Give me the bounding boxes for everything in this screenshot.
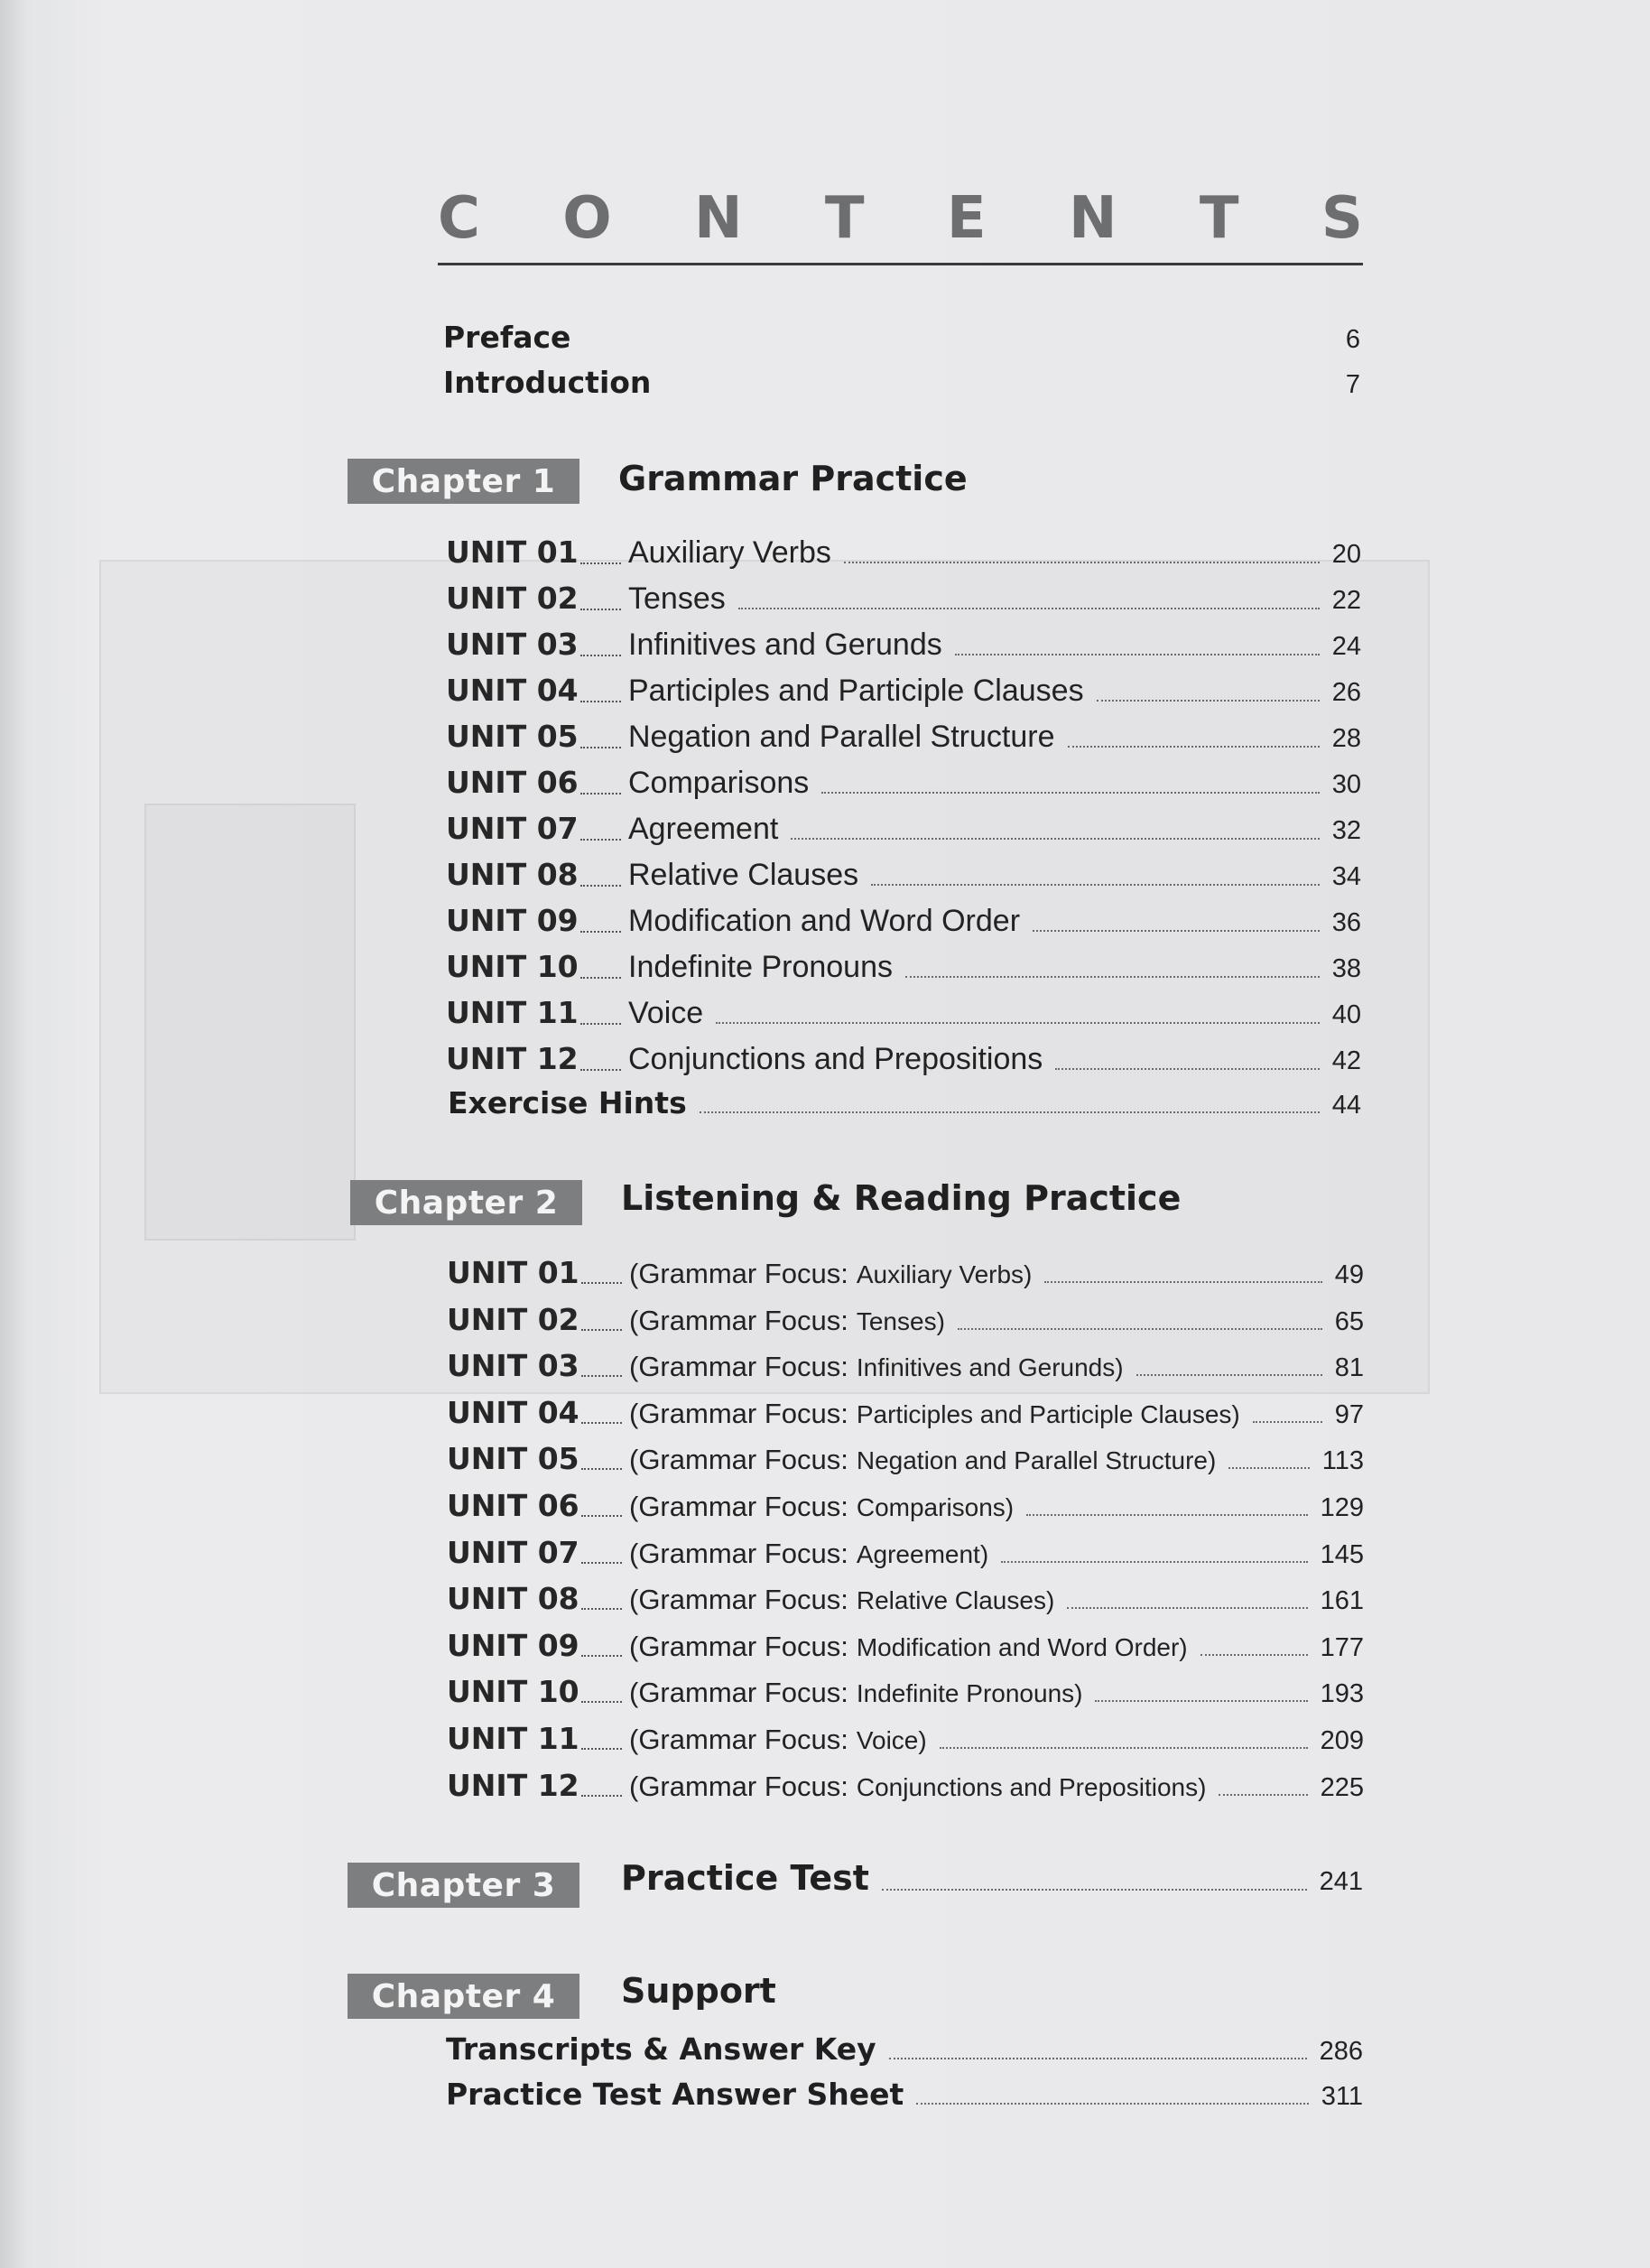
toc-unit-row[interactable] <box>446 949 1361 985</box>
unit-label: UNIT 03 <box>447 1348 579 1384</box>
dot-leader <box>916 2103 1308 2105</box>
page-number: 225 <box>1320 1772 1364 1802</box>
page-number: 6 <box>1345 325 1360 354</box>
toc-unit-row[interactable] <box>446 995 1361 1031</box>
grammar-focus-prefix: (Grammar Focus: <box>629 1630 848 1662</box>
chapter-badge: Chapter 2 <box>350 1180 582 1225</box>
toc-unit-row[interactable] <box>447 1348 1364 1383</box>
chapter-badge: Chapter 4 <box>348 1974 579 2019</box>
separator-dots <box>581 1562 622 1564</box>
unit-label: UNIT 05 <box>447 1441 579 1477</box>
dot-leader <box>821 792 1319 794</box>
chapter-title: Support <box>621 1971 776 2011</box>
unit-label: UNIT 02 <box>447 1301 579 1337</box>
page-number: 26 <box>1331 678 1361 707</box>
grammar-focus-prefix: (Grammar Focus: <box>629 1724 848 1755</box>
page-number: 193 <box>1320 1679 1364 1709</box>
dot-leader <box>1026 1514 1307 1516</box>
toc-unit-row[interactable] <box>446 903 1361 939</box>
toc-entry-answer-sheet[interactable] <box>446 2077 1363 2112</box>
toc-unit-row[interactable] <box>446 811 1361 847</box>
page-number: 81 <box>1334 1353 1364 1383</box>
toc-entry-introduction[interactable] <box>443 365 1360 400</box>
dot-leader <box>1044 1281 1321 1283</box>
separator-dots <box>580 977 621 979</box>
unit-label: UNIT 11 <box>446 995 579 1030</box>
dot-leader <box>1067 1607 1307 1609</box>
separator-dots <box>581 1655 622 1657</box>
separator-dots <box>581 1329 622 1331</box>
dot-leader <box>844 562 1320 563</box>
page-number: 28 <box>1331 724 1361 753</box>
title-letter: E <box>946 185 987 252</box>
unit-label: UNIT 12 <box>447 1767 579 1803</box>
dot-leader <box>716 1022 1320 1024</box>
unit-title: Voice <box>628 996 704 1030</box>
separator-dots <box>580 793 621 795</box>
grammar-focus-topic: Conjunctions and Prepositions) <box>856 1772 1207 1801</box>
unit-title: Tenses <box>628 581 726 616</box>
unit-title: Agreement <box>628 812 779 846</box>
separator-dots <box>580 931 621 933</box>
chapter-title: Listening & Reading Practice <box>621 1178 1182 1218</box>
page-title <box>438 185 1363 252</box>
page-number: 30 <box>1331 770 1361 799</box>
unit-label: UNIT 11 <box>447 1721 579 1756</box>
grammar-focus-topic: Negation and Parallel Structure) <box>856 1446 1217 1475</box>
page-number: 145 <box>1320 1539 1364 1569</box>
dot-leader <box>1097 700 1320 702</box>
page-number: 311 <box>1321 2082 1363 2111</box>
page-number: 32 <box>1331 816 1361 845</box>
page-number: 38 <box>1331 954 1361 983</box>
separator-dots <box>580 609 621 610</box>
grammar-focus-topic: Agreement) <box>856 1539 989 1568</box>
grammar-focus-prefix: (Grammar Focus: <box>629 1397 848 1429</box>
dot-leader <box>1228 1467 1309 1469</box>
title-letter: N <box>694 185 743 252</box>
entry-label: Practice Test Answer Sheet <box>446 2077 904 2112</box>
toc-unit-row[interactable] <box>446 719 1361 755</box>
toc-unit-row[interactable] <box>447 1488 1364 1523</box>
grammar-focus-topic: Infinitives and Gerunds) <box>856 1353 1124 1382</box>
dot-leader <box>1068 746 1320 748</box>
separator-dots <box>581 1468 622 1470</box>
unit-label: UNIT 07 <box>447 1534 579 1570</box>
page-number: 161 <box>1320 1586 1364 1616</box>
page-number: 177 <box>1320 1632 1364 1662</box>
page-number: 49 <box>1334 1260 1364 1289</box>
grammar-focus-prefix: (Grammar Focus: <box>629 1491 848 1522</box>
page-number: 20 <box>1331 540 1361 569</box>
unit-title: Relative Clauses <box>628 858 859 892</box>
separator-dots <box>581 1748 622 1750</box>
unit-label: UNIT 12 <box>446 1041 579 1076</box>
toc-unit-row[interactable] <box>446 673 1361 709</box>
dot-leader <box>791 838 1319 840</box>
unit-title: Modification and Word Order <box>628 904 1021 938</box>
toc-unit-row[interactable] <box>447 1302 1364 1337</box>
chapter-badge: Chapter 1 <box>348 459 579 504</box>
toc-unit-row[interactable] <box>447 1721 1364 1756</box>
dot-leader <box>905 976 1320 978</box>
separator-dots <box>580 562 621 564</box>
separator-dots <box>580 747 621 748</box>
toc-entry-practice-test[interactable] <box>621 1858 1363 1898</box>
toc-entry-exercise-hints[interactable] <box>448 1085 1361 1120</box>
dot-leader <box>882 1889 1307 1891</box>
unit-label: UNIT 10 <box>446 949 579 984</box>
dot-leader <box>738 608 1320 609</box>
separator-dots <box>580 701 621 702</box>
title-letter: N <box>1068 185 1117 252</box>
entry-label: Transcripts & Answer Key <box>446 2031 876 2067</box>
grammar-focus-topic: Voice) <box>856 1726 927 1754</box>
unit-label: UNIT 02 <box>446 581 579 616</box>
separator-dots <box>580 885 621 887</box>
dot-leader <box>1219 1794 1307 1796</box>
page-number: 7 <box>1345 370 1360 399</box>
unit-title: Infinitives and Gerunds <box>628 627 942 662</box>
chapter-title: Practice Test <box>621 1858 869 1898</box>
unit-label: UNIT 04 <box>446 673 579 708</box>
page-number: 97 <box>1334 1399 1364 1429</box>
grammar-focus-prefix: (Grammar Focus: <box>629 1351 848 1383</box>
separator-dots <box>580 655 621 656</box>
entry-label: Exercise Hints <box>448 1085 687 1120</box>
toc-entry-preface[interactable] <box>443 320 1360 355</box>
unit-label: UNIT 01 <box>446 534 579 570</box>
dot-leader <box>1095 1700 1307 1702</box>
grammar-focus-topic: Tenses) <box>856 1306 945 1335</box>
title-letter: O <box>562 185 612 252</box>
toc-unit-row[interactable] <box>446 765 1361 801</box>
unit-label: UNIT 04 <box>447 1394 579 1430</box>
unit-title: Negation and Parallel Structure <box>628 720 1055 754</box>
dot-leader <box>1001 1561 1307 1563</box>
unit-label: UNIT 09 <box>446 903 579 938</box>
separator-dots <box>581 1422 622 1424</box>
grammar-focus-topic: Participles and Participle Clauses) <box>856 1399 1240 1428</box>
separator-dots <box>581 1375 622 1377</box>
toc-unit-row[interactable] <box>446 581 1361 617</box>
unit-label: UNIT 07 <box>446 811 579 846</box>
separator-dots <box>581 1795 622 1797</box>
grammar-focus-prefix: (Grammar Focus: <box>629 1770 848 1802</box>
page-number: 241 <box>1319 1867 1363 1896</box>
grammar-focus-topic: Auxiliary Verbs) <box>856 1260 1033 1288</box>
unit-title: Conjunctions and Prepositions <box>628 1042 1043 1076</box>
unit-label: UNIT 08 <box>447 1581 579 1617</box>
unit-title: Indefinite Pronouns <box>628 950 893 984</box>
unit-label: UNIT 08 <box>446 857 579 892</box>
unit-label: UNIT 09 <box>447 1627 579 1663</box>
dot-leader <box>1136 1374 1322 1376</box>
dot-leader <box>1253 1421 1322 1423</box>
grammar-focus-topic: Comparisons) <box>856 1493 1015 1521</box>
unit-label: UNIT 03 <box>446 627 579 662</box>
unit-label: UNIT 05 <box>446 719 579 754</box>
page-number: 22 <box>1331 586 1361 615</box>
toc-unit-row[interactable] <box>446 857 1361 893</box>
unit-title: Auxiliary Verbs <box>628 535 831 570</box>
grammar-focus-prefix: (Grammar Focus: <box>629 1584 848 1616</box>
separator-dots <box>580 1069 621 1071</box>
page-number: 24 <box>1331 632 1361 661</box>
separator-dots <box>580 1023 621 1025</box>
dot-leader <box>1055 1068 1319 1070</box>
toc-unit-row[interactable] <box>447 1581 1364 1616</box>
dot-leader <box>1033 930 1320 932</box>
page-number: 113 <box>1321 1446 1364 1476</box>
separator-dots <box>581 1282 622 1284</box>
page-number: 129 <box>1320 1493 1364 1522</box>
toc-unit-row[interactable] <box>446 1041 1361 1077</box>
unit-label: UNIT 06 <box>447 1488 579 1523</box>
separator-dots <box>581 1515 622 1517</box>
page-number: 286 <box>1319 2037 1363 2066</box>
toc-unit-row[interactable] <box>447 1628 1364 1663</box>
grammar-focus-topic: Indefinite Pronouns) <box>856 1679 1083 1708</box>
title-letter: C <box>438 185 480 252</box>
title-letter: T <box>824 185 865 252</box>
toc-unit-row[interactable] <box>446 534 1361 571</box>
grammar-focus-prefix: (Grammar Focus: <box>629 1677 848 1709</box>
page-number: 42 <box>1331 1046 1361 1075</box>
dot-leader <box>958 1328 1322 1330</box>
toc-unit-row[interactable] <box>446 627 1361 663</box>
unit-label: UNIT 01 <box>447 1255 579 1290</box>
grammar-focus-prefix: (Grammar Focus: <box>629 1537 848 1569</box>
entry-label: Introduction <box>443 365 652 400</box>
grammar-focus-topic: Modification and Word Order) <box>856 1632 1188 1661</box>
grammar-focus-prefix: (Grammar Focus: <box>629 1444 848 1476</box>
unit-label: UNIT 06 <box>446 765 579 800</box>
toc-unit-row[interactable] <box>447 1395 1364 1430</box>
unit-label: UNIT 10 <box>447 1674 579 1710</box>
page-number: 34 <box>1331 862 1361 891</box>
separator-dots <box>580 839 621 841</box>
grammar-focus-prefix: (Grammar Focus: <box>629 1258 848 1289</box>
toc-unit-row[interactable] <box>447 1255 1364 1290</box>
grammar-focus-topic: Relative Clauses) <box>856 1586 1055 1615</box>
toc-unit-row[interactable] <box>447 1535 1364 1570</box>
unit-title: Comparisons <box>628 766 810 800</box>
separator-dots <box>581 1608 622 1610</box>
dot-leader <box>871 884 1320 886</box>
title-letter: S <box>1321 185 1363 252</box>
toc-unit-row[interactable] <box>447 1441 1364 1476</box>
toc-unit-row[interactable] <box>447 1674 1364 1709</box>
toc-unit-row[interactable] <box>447 1768 1364 1803</box>
unit-title: Participles and Participle Clauses <box>628 674 1084 708</box>
dot-leader <box>700 1111 1320 1113</box>
toc-entry-transcripts[interactable] <box>446 2031 1363 2067</box>
page-number: 40 <box>1331 1000 1361 1029</box>
grammar-focus-prefix: (Grammar Focus: <box>629 1304 848 1336</box>
title-underline <box>438 263 1363 265</box>
page-number: 36 <box>1331 908 1361 937</box>
title-letter: T <box>1199 185 1239 252</box>
dot-leader <box>955 654 1320 655</box>
chapter-title: Grammar Practice <box>618 459 968 498</box>
chapter-badge: Chapter 3 <box>348 1863 579 1908</box>
page-number: 65 <box>1334 1306 1364 1336</box>
dot-leader <box>1200 1654 1308 1656</box>
entry-label: Preface <box>443 320 571 355</box>
dot-leader <box>889 2058 1307 2059</box>
page-number: 44 <box>1331 1091 1361 1120</box>
separator-dots <box>581 1701 622 1703</box>
page-number: 209 <box>1320 1726 1364 1755</box>
dot-leader <box>940 1747 1308 1749</box>
